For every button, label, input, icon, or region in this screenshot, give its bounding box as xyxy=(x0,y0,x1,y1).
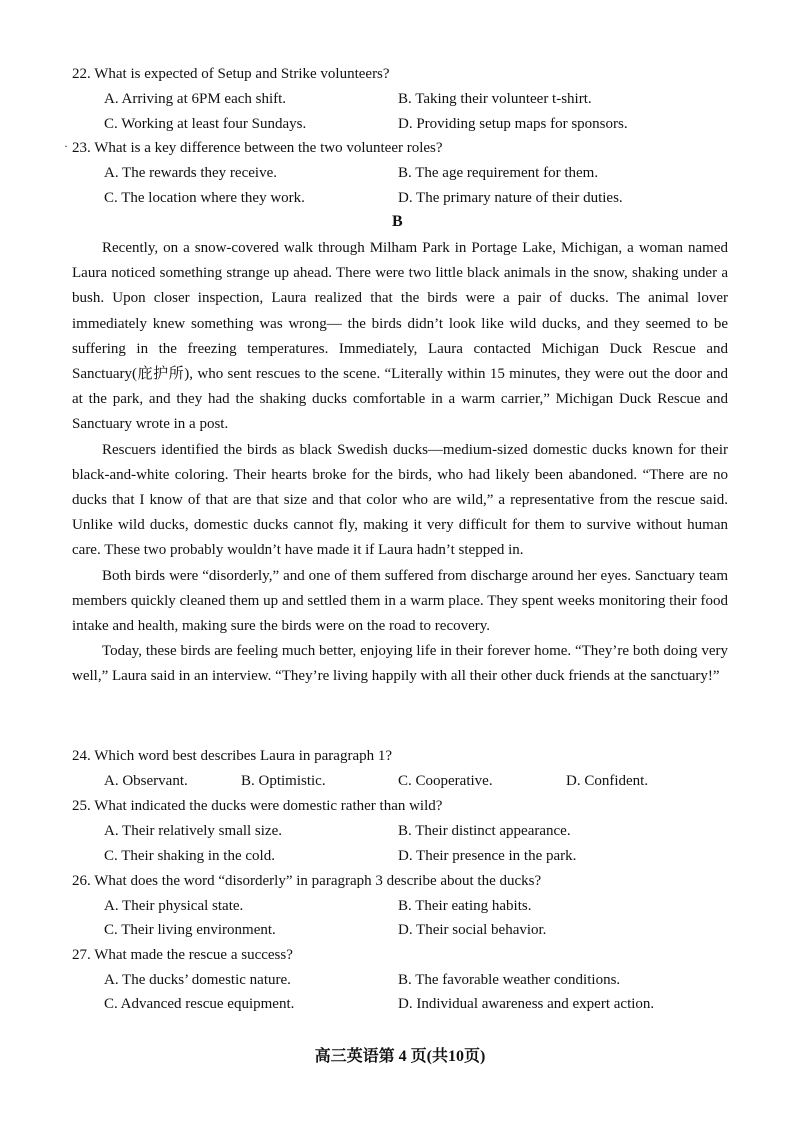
q26-option-b: B. Their eating habits. xyxy=(398,898,532,914)
q22-option-a: A. Arriving at 6PM each shift. xyxy=(104,91,287,107)
q24-option-b: B. Optimistic. xyxy=(241,773,326,789)
q26-option-c: C. Their living environment. xyxy=(104,922,276,938)
reading-passage xyxy=(72,236,728,690)
q24-option-d: D. Confident. xyxy=(566,773,649,789)
q24-option-a: A. Observant. xyxy=(104,773,188,789)
question-27-stem: 27. What made the rescue a success? xyxy=(72,947,293,963)
question-23-stem: 23. What is a key difference between the two volunteer roles? xyxy=(72,140,443,156)
q27-option-d: D. Individual awareness and expert action. xyxy=(398,996,655,1012)
q27-option-c: C. Advanced rescue equipment. xyxy=(104,996,295,1012)
q22-option-b: B. Taking their volunteer t-shirt. xyxy=(398,91,592,107)
page-footer: 高三英语第 4 页(共10页) xyxy=(314,1048,486,1065)
q25-option-b: B. Their distinct appearance. xyxy=(398,823,571,839)
q22-option-d: D. Providing setup maps for sponsors. xyxy=(398,116,628,132)
question-25-stem: 25. What indicated the ducks were domestic rather than wild? xyxy=(72,798,443,814)
q23-option-a: A. The rewards they receive. xyxy=(104,165,277,181)
passage-paragraph-2: Rescuers identified the birds as black Swedish ducks—medium-sized domestic ducks known for their black-and-white coloring. Their hearts broke for the birds, who had likely been abandoned. “There are no ducks that I know of that are that size and that color who are wild,” a representative from the rescue said. Unlike wild ducks, domestic ducks cannot fly, making it very difficult for them to survive without human care. These two probably wouldn’t have made it if Laura hadn’t stepped in. xyxy=(72,441,728,559)
passage-paragraph-4: Today, these birds are feeling much better, enjoying life in their forever home. “They’re both doing very well,” Laura said in an interview. “They’re living happily with all their other duck friends at the sanctuary!” xyxy=(72,643,728,685)
question-22-stem: 22. What is expected of Setup and Strike volunteers? xyxy=(72,66,390,82)
q25-option-a: A. Their relatively small size. xyxy=(104,823,283,839)
q26-option-d: D. Their social behavior. xyxy=(398,922,547,938)
question-26-stem: 26. What does the word “disorderly” in paragraph 3 describe about the ducks? xyxy=(72,873,542,889)
passage-paragraph-1: Recently, on a snow-covered walk through Milham Park in Portage Lake, Michigan, a woman named Laura noticed something strange up ahead. There were two little black animals in the snow, shaking under a bush. Upon closer inspection, Laura realized that the birds were a pair of ducks. The animal lover immediately knew something was wrong— the birds didn’t look like wild ducks, and they seemed to be suffering in the freezing temperatures. Immediately, Laura contacted Michigan Duck Rescue and Sanctuary(庇护所), who sent rescues to the scene. “Literally within 15 minutes, they were out the door and at the park, and they had the shaking ducks comfortable in a warm carrier,” Michigan Duck Rescue and Sanctuary wrote in a post. xyxy=(72,240,728,433)
q24-option-c: C. Cooperative. xyxy=(398,773,493,789)
q25-option-c: C. Their shaking in the cold. xyxy=(104,848,275,864)
q23-option-c: C. The location where they work. xyxy=(104,190,305,206)
q23-option-b: B. The age requirement for them. xyxy=(398,165,599,181)
q27-option-b: B. The favorable weather conditions. xyxy=(398,972,621,988)
section-label: B xyxy=(392,213,403,230)
passage-paragraph-3: Both birds were “disorderly,” and one of them suffered from discharge around her eyes. Sanctuary team members quickly cleaned them up and settled them in a warm place. They spent weeks monitoring their food intake and health, making sure the birds were on the road to recovery. xyxy=(72,567,728,635)
q27-option-a: A. The ducks’ domestic nature. xyxy=(104,972,291,988)
question-24-stem: 24. Which word best describes Laura in paragraph 1? xyxy=(72,748,393,764)
q25-option-d: D. Their presence in the park. xyxy=(398,848,577,864)
margin-dot: · xyxy=(64,139,68,153)
q23-option-d: D. The primary nature of their duties. xyxy=(398,190,623,206)
q22-option-c: C. Working at least four Sundays. xyxy=(104,116,307,132)
q26-option-a: A. Their physical state. xyxy=(104,898,244,914)
